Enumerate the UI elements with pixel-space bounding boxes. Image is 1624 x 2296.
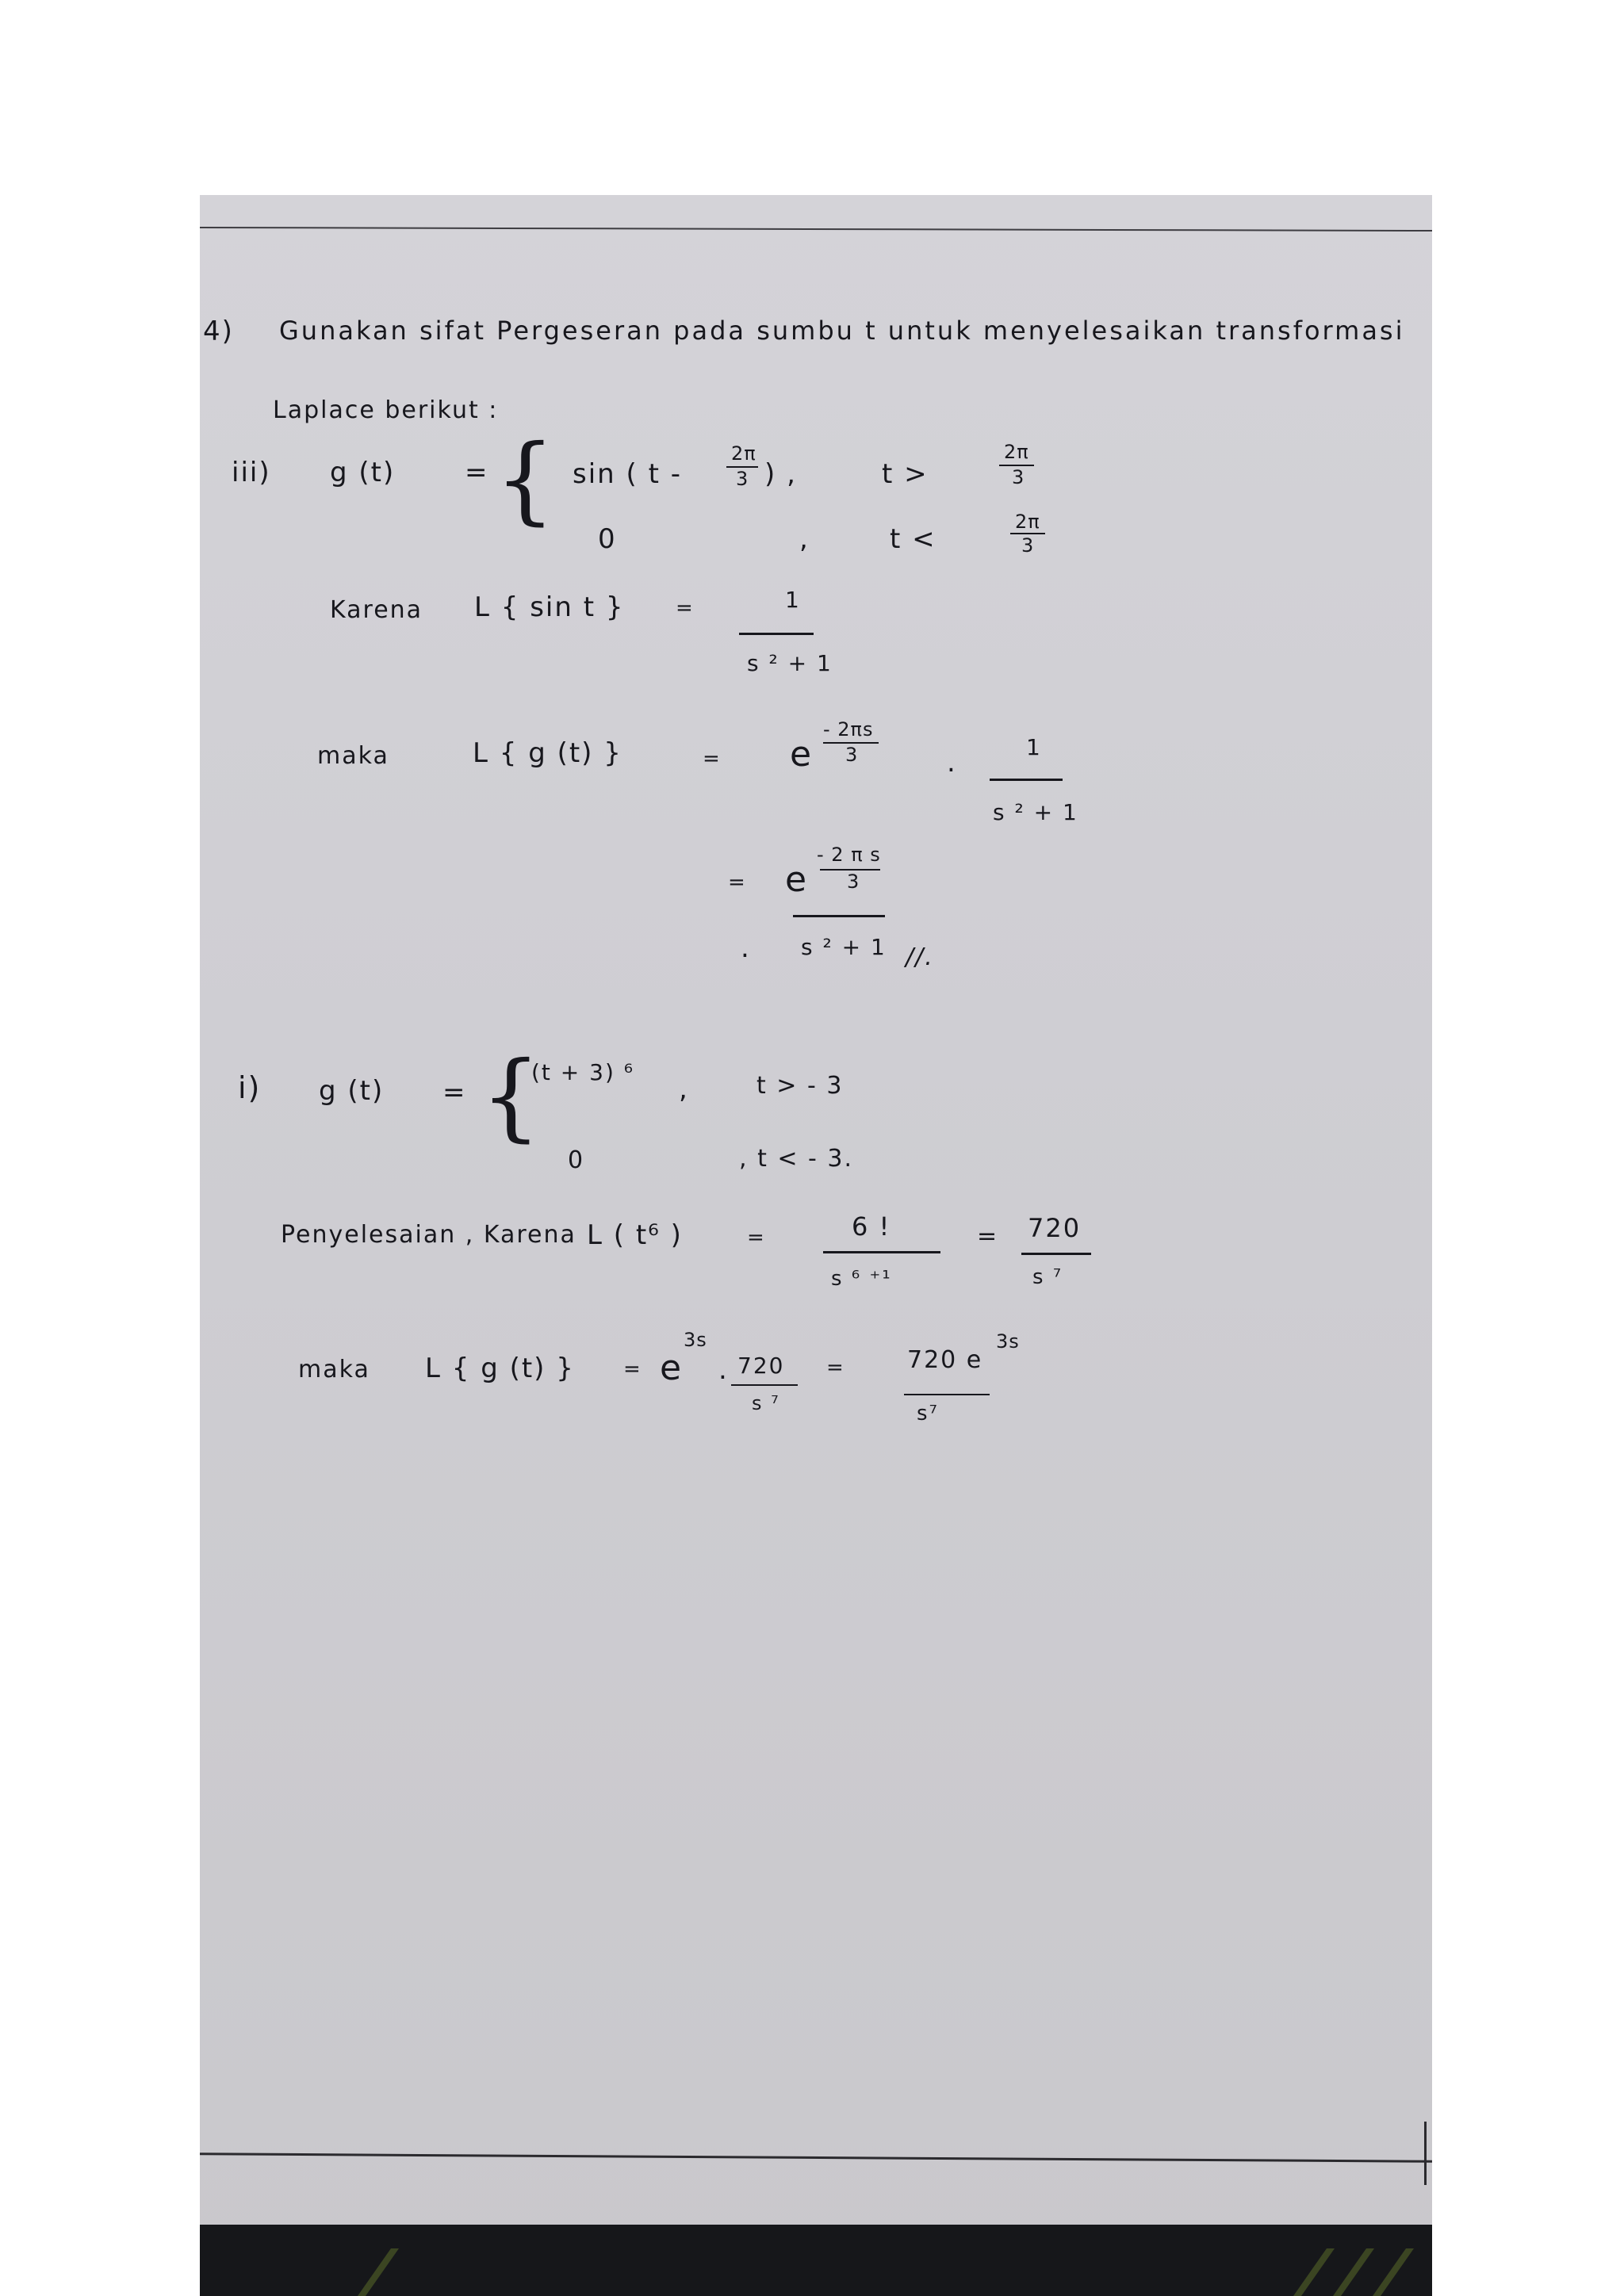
part-iii-then-e: e: [790, 734, 814, 775]
part-iii-result-bar: [793, 915, 885, 917]
part-iii-then-bar: [990, 779, 1063, 781]
part-iii-case2-expr: 0: [598, 523, 617, 555]
part-iii-because-label: Karena: [330, 596, 423, 624]
part-i-case2-expr: 0: [568, 1146, 585, 1174]
part-iii-because-den: s ² + 1: [747, 650, 833, 676]
right-rule-tick: [1424, 2122, 1427, 2185]
part-iii-then-label: maka: [317, 742, 389, 770]
part-i-then-bar2: [904, 1394, 990, 1395]
part-iii-case2-comma: ,: [799, 523, 810, 555]
part-iii-because-bar: [739, 633, 814, 635]
problem-instruction-line-2: Laplace berikut :: [273, 396, 499, 424]
part-iii-then-eq: =: [703, 747, 722, 771]
part-i-then-exp: 3s: [684, 1329, 707, 1351]
part-iii-result-exp-num: - 2 π s: [817, 844, 881, 866]
part-iii-result-dot: .: [741, 932, 751, 964]
top-rule-line: [200, 227, 1432, 232]
part-i-case1-cond: t > - 3: [756, 1072, 844, 1100]
part-i-case1-comma: ,: [679, 1073, 689, 1105]
part-i-then-bar: [731, 1384, 798, 1386]
part-i-case2-cond: , t < - 3.: [739, 1145, 854, 1173]
part-iii-result-den: s ² + 1: [801, 934, 887, 960]
part-iii-case1-frac-den: 3: [736, 468, 749, 490]
part-iii-because-eq: =: [676, 596, 695, 620]
part-i-then-eq2: =: [826, 1356, 845, 1380]
part-iii-because-num: 1: [785, 587, 801, 613]
problem-instruction-line-1: Gunakan sifat Pergeseran pada sumbu t untuk menyelesaikan transformasi: [279, 316, 1405, 346]
dark-background-edge: [200, 2225, 1432, 2296]
part-iii-then-den: s ² + 1: [993, 799, 1078, 825]
part-i-because-eq: =: [747, 1226, 766, 1249]
part-i-because-bar2: [1021, 1253, 1091, 1255]
part-i-function: g (t): [319, 1075, 385, 1107]
part-iii-case2-cond-num: 2π: [1015, 511, 1040, 533]
worksheet-paper: [200, 195, 1432, 2296]
part-i-then-label: maka: [298, 1356, 370, 1383]
part-i-because-den2: s ⁷: [1032, 1265, 1063, 1289]
part-i-because-label: Penyelesaian , Karena: [281, 1221, 576, 1249]
part-iii-label: iii): [232, 457, 271, 488]
part-i-then-e: e: [660, 1348, 684, 1388]
part-i-then-exp2: 3s: [996, 1330, 1020, 1353]
part-i-because-den: s ⁶ ⁺¹: [831, 1267, 892, 1291]
part-iii-case2-cond-den: 3: [1021, 534, 1035, 557]
part-iii-result-eq: =: [728, 871, 747, 894]
part-i-then-dot: .: [718, 1354, 729, 1386]
part-iii-brace: {: [495, 425, 557, 535]
part-i-label: i): [238, 1070, 262, 1105]
part-i-then-den2: s⁷: [917, 1402, 939, 1425]
part-i-because-bar: [823, 1251, 940, 1253]
part-iii-because-expr: L { sin t }: [474, 591, 625, 623]
part-iii-then-dot: .: [947, 747, 957, 779]
part-iii-eq: =: [465, 457, 489, 488]
part-iii-case1-expr: sin ( t -: [573, 458, 682, 490]
part-iii-then-exp-num: - 2πs: [823, 718, 874, 740]
part-iii-then-exp-den: 3: [845, 744, 859, 766]
part-iii-case2-cond: t <: [890, 523, 936, 555]
part-iii-result-exp-den: 3: [847, 871, 860, 893]
part-i-because-expr: L ( t⁶ ): [587, 1219, 683, 1251]
part-i-then-den: s ⁷: [752, 1392, 780, 1414]
part-i-then-num: 720: [737, 1353, 785, 1379]
part-i-eq: =: [442, 1077, 467, 1108]
part-iii-then-num: 1: [1026, 734, 1042, 760]
page-margin-right: [1432, 195, 1624, 2296]
part-iii-case1-close: ) ,: [764, 458, 797, 490]
bottom-rule-line: [200, 2152, 1432, 2162]
part-iii-case1-cond-den: 3: [1012, 466, 1025, 488]
part-iii-function: g (t): [330, 457, 396, 488]
part-i-then-eq: =: [623, 1357, 642, 1381]
part-iii-result-end: //.: [906, 943, 934, 971]
part-iii-result-e: e: [785, 859, 809, 900]
problem-number: 4): [203, 316, 234, 347]
part-iii-case1-cond-num: 2π: [1004, 441, 1029, 463]
part-iii-case1-frac-num: 2π: [731, 442, 756, 465]
part-iii-case1-cond: t >: [882, 458, 929, 490]
part-i-then-expr: L { g (t) }: [425, 1353, 575, 1384]
part-i-because-num: 6 !: [852, 1211, 891, 1242]
part-i-then-num2: 720 e: [907, 1346, 983, 1374]
part-i-because-eq2: =: [977, 1223, 999, 1250]
part-i-brace: {: [481, 1042, 543, 1152]
part-i-because-num2: 720: [1028, 1213, 1082, 1243]
part-i-case1-expr: (t + 3) ⁶: [531, 1059, 635, 1085]
part-iii-then-expr: L { g (t) }: [473, 737, 622, 769]
